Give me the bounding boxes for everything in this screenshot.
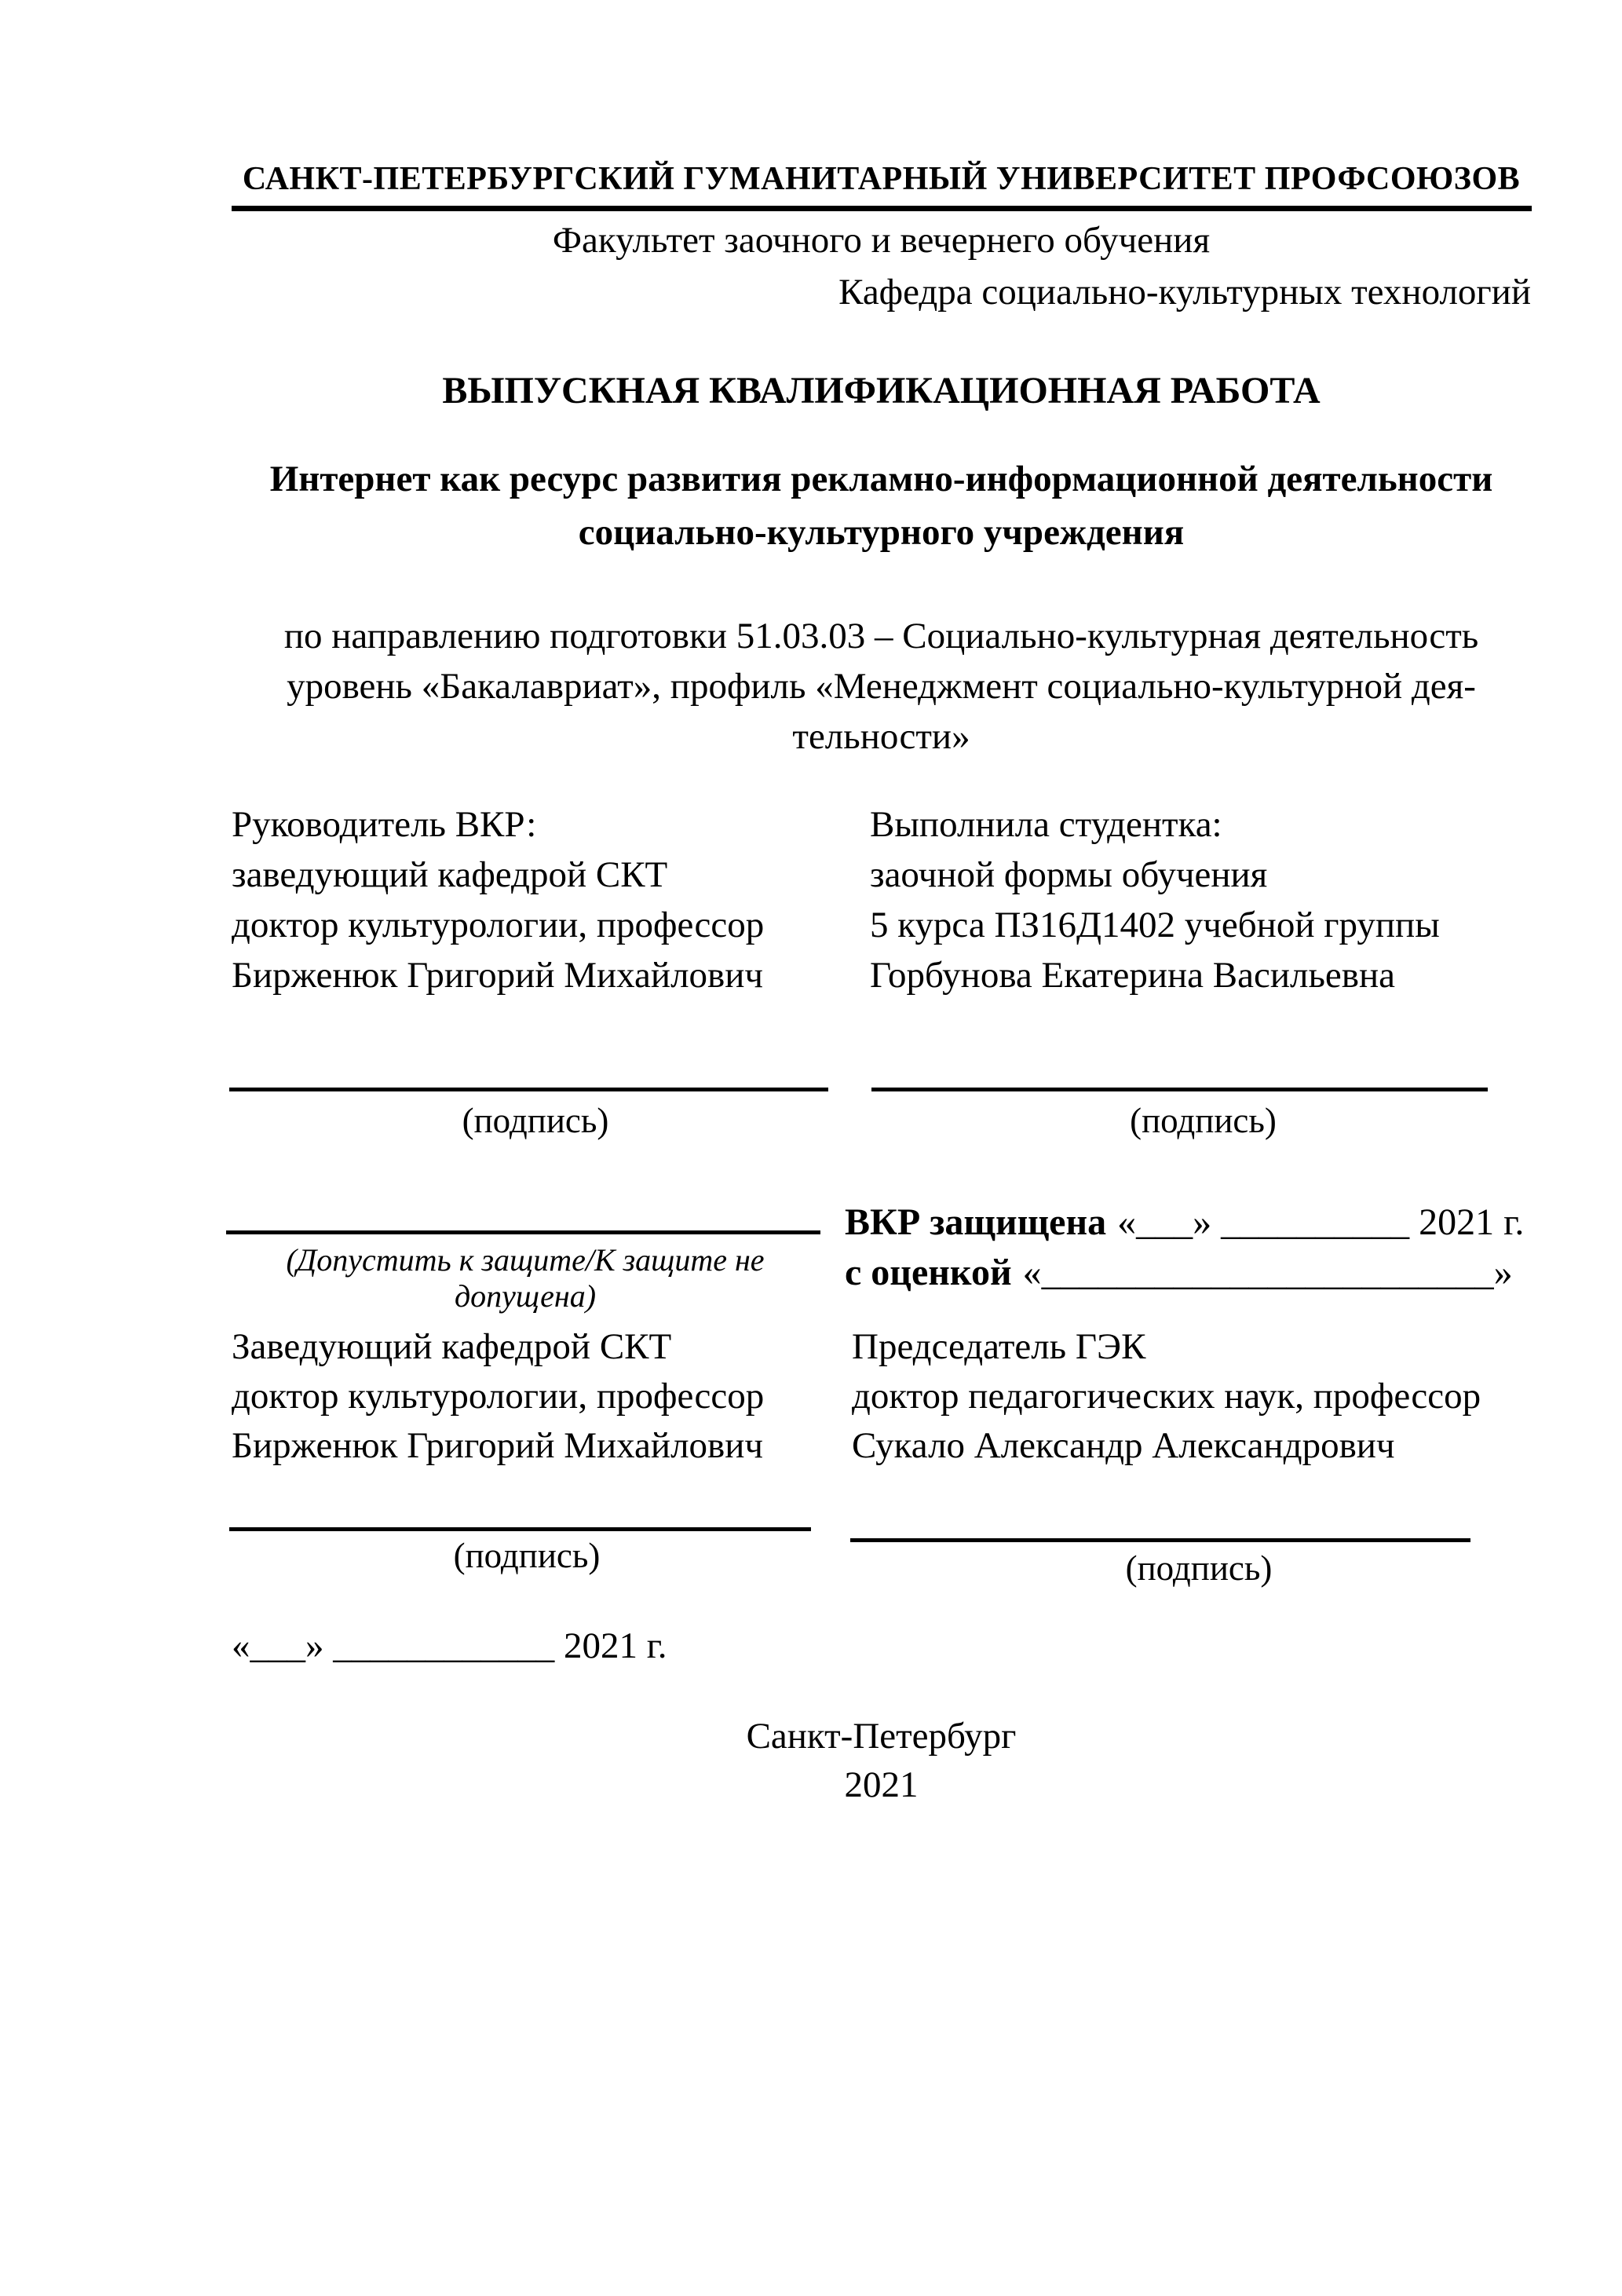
gek-chair-position-1: Председатель ГЭК (852, 1326, 1146, 1367)
admission-caption: (Допустить к защите/К защите не допущена) (286, 1242, 765, 1314)
defense-date-label: ВКР защищена (845, 1201, 1107, 1243)
signature-caption: (подпись) (1125, 1548, 1273, 1588)
work-type-heading: ВЫПУСКНАЯ КВАЛИФИКАЦИОННАЯ РАБОТА (442, 370, 1321, 411)
program-line-1: по направлению подготовки 51.03.03 – Социально-культурная деятельность (283, 616, 1479, 656)
city-line: Санкт-Петербург (746, 1716, 1017, 1757)
signature-line (229, 1088, 828, 1091)
supervisor-position-1: заведующий кафедрой СКТ (232, 854, 668, 895)
signature-line (229, 1527, 811, 1531)
defense-grade-line (845, 1250, 1551, 1296)
defense-grade-blank: «________________________» (1022, 1252, 1513, 1293)
thesis-title-line-1: Интернет как ресурс развития рекламно-информационной деятельности (269, 459, 1493, 499)
department-head-block (232, 1322, 860, 1471)
department-line: Кафедра социально-культурных технологий (838, 272, 1531, 313)
program-line-3: тельности» (792, 716, 970, 757)
admission-line (226, 1230, 820, 1234)
student-study-form: заочной формы обучения (870, 854, 1268, 895)
supervisor-label: Руководитель ВКР: (232, 804, 537, 845)
program-line-2: уровень «Бакалавриат», профиль «Менеджмент социально-культурной дея- (287, 666, 1476, 707)
gek-chair-block (852, 1322, 1543, 1471)
supervisor-block (232, 799, 860, 1000)
supervisor-position-2: доктор культурологии, профессор (232, 905, 765, 945)
faculty-line: Факультет заочного и вечернего обучения (552, 220, 1211, 261)
signature-caption: (подпись) (462, 1101, 609, 1140)
student-name: Горбунова Екатерина Васильевна (870, 955, 1395, 996)
department-head-position-2: доктор культурологии, профессор (232, 1376, 765, 1417)
year-line: 2021 (844, 1764, 919, 1805)
defense-date-line (845, 1200, 1551, 1245)
defense-grade-label: с оценкой (845, 1252, 1012, 1293)
footer (232, 1712, 1531, 1809)
department-head-position-1: Заведующий кафедрой СКТ (232, 1326, 672, 1367)
student-label: Выполнила студентка: (870, 804, 1222, 845)
defense-date-blank: «___» __________ 2021 г. (1117, 1201, 1525, 1243)
signature-line (871, 1088, 1488, 1091)
signature-caption: (подпись) (1130, 1101, 1277, 1140)
date-blank-line: «___» ____________ 2021 г. (232, 1625, 667, 1666)
signature-line (850, 1538, 1470, 1542)
student-block (870, 799, 1514, 1000)
gek-chair-position-2: доктор педагогических наук, профессор (852, 1376, 1481, 1417)
gek-chair-name: Сукало Александр Александрович (852, 1425, 1395, 1466)
header-divider (232, 206, 1532, 211)
student-group: 5 курса ПЗ16Д1402 учебной группы (870, 905, 1440, 945)
department-head-name: Бирженюк Григорий Михайлович (232, 1425, 764, 1466)
thesis-title-line-2: социально-культурного учреждения (578, 512, 1185, 553)
program-info (232, 611, 1531, 762)
signature-caption: (подпись) (453, 1536, 601, 1575)
thesis-title (232, 452, 1531, 559)
university-name: САНКТ-ПЕТЕРБУРГСКИЙ ГУМАНИТАРНЫЙ УНИВЕРСИТЕТ ПРОФСОЮЗОВ (242, 161, 1521, 197)
supervisor-name: Бирженюк Григорий Михайлович (232, 955, 764, 996)
